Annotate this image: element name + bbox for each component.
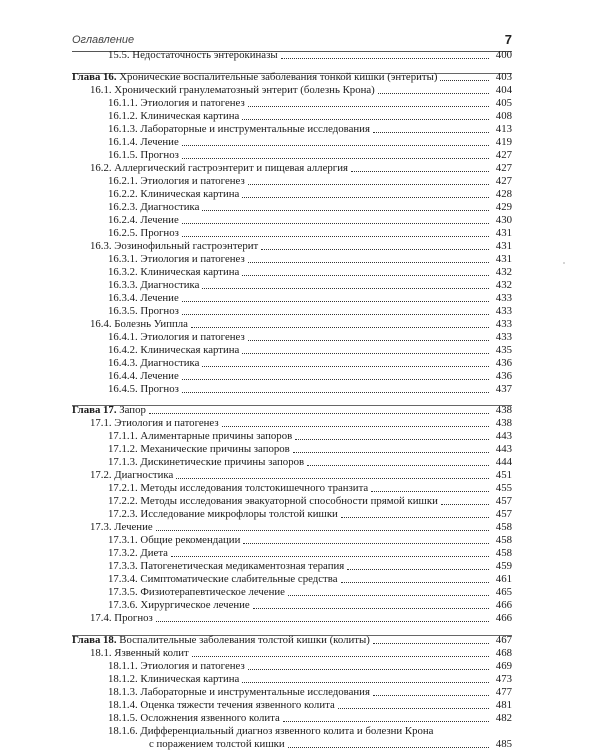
dot-leader [242, 353, 489, 354]
entry-title: 16.1.3. Лабораторные и инструментальные исследования [108, 123, 370, 135]
dot-leader [182, 379, 489, 380]
dot-leader [295, 439, 489, 440]
toc-entry[interactable] [108, 188, 512, 201]
page-ref: 477 [495, 686, 512, 698]
toc-entry-label [108, 136, 179, 149]
toc-entry-label [108, 201, 199, 214]
page-ref: 433 [495, 331, 512, 343]
toc-entry-label [108, 482, 368, 495]
page-ref: 465 [495, 586, 512, 598]
page-ref: 468 [495, 647, 512, 659]
toc-entry[interactable] [108, 331, 512, 344]
page-ref: 444 [495, 456, 512, 468]
dot-leader [156, 530, 489, 531]
dot-leader [242, 197, 489, 198]
toc-entry[interactable] [90, 469, 512, 482]
page-ref: 433 [495, 305, 512, 317]
entry-title: 18.1.2. Клиническая картина [108, 673, 240, 685]
entry-title: 18.1.6. Дифференциальный диагноз язвенного колита и болезни Крона [108, 725, 434, 737]
toc-entry-label [108, 725, 433, 738]
toc-entry[interactable] [90, 612, 512, 625]
toc-entry[interactable] [108, 227, 512, 240]
page-ref: 455 [495, 482, 512, 494]
chapter-number: Глава 17. [72, 404, 117, 416]
entry-title: 17.3.4. Симптоматические слабительные средства [108, 573, 338, 585]
page-ref: 428 [495, 188, 512, 200]
toc-chapter-entry[interactable] [72, 404, 512, 417]
page-ref: 469 [495, 660, 512, 672]
page-ref: 433 [495, 292, 512, 304]
page-ref: 408 [495, 110, 512, 122]
dot-leader [288, 595, 489, 596]
toc-entry-label [72, 71, 437, 84]
dot-leader [347, 569, 489, 570]
dot-leader [192, 656, 489, 657]
toc-entry[interactable] [108, 573, 512, 586]
toc-entry[interactable] [90, 647, 512, 660]
page-ref: 458 [495, 547, 512, 559]
dot-leader [373, 695, 489, 696]
page-ref: 467 [495, 634, 512, 646]
entry-title: 17.3.5. Физиотерапевтическое лечение [108, 586, 285, 598]
dot-leader [182, 236, 489, 237]
toc-entry-label [108, 430, 292, 443]
page-ref: 485 [495, 738, 512, 750]
dot-leader [202, 210, 489, 211]
dot-leader [373, 643, 489, 644]
toc-entry-label [108, 175, 245, 188]
toc-entry[interactable] [108, 456, 512, 469]
chapter-number: Глава 18. [72, 634, 117, 646]
dot-leader [371, 491, 489, 492]
entry-title: 16.2.5. Прогноз [108, 227, 179, 239]
dot-leader [156, 621, 489, 622]
toc-entry[interactable] [108, 586, 512, 599]
toc-entry[interactable] [108, 712, 512, 725]
entry-title: 18.1.1. Этиология и патогенез [108, 660, 245, 672]
toc-entry[interactable] [108, 508, 512, 521]
page-ref: 459 [495, 560, 512, 572]
toc-entry[interactable] [90, 318, 512, 331]
entry-title: 17.2. Диагностика [90, 469, 174, 481]
toc-entry-label [108, 699, 335, 712]
toc-entry-label [108, 253, 245, 266]
dot-leader [281, 58, 489, 59]
entry-title: Хронические воспалительные заболевания тонкой кишки (энтериты) [119, 71, 438, 83]
dot-leader [248, 262, 489, 263]
dot-leader [182, 145, 489, 146]
page-ref: 427 [495, 149, 512, 161]
toc-entry-label [108, 357, 199, 370]
toc-entry[interactable] [108, 482, 512, 495]
dot-leader [171, 556, 489, 557]
toc-entry[interactable] [108, 725, 433, 738]
dot-leader [283, 721, 489, 722]
toc-entry[interactable] [108, 49, 512, 62]
toc-entry-label [90, 162, 348, 175]
toc-entry-label [108, 660, 245, 673]
entry-title: 16.3.4. Лечение [108, 292, 179, 304]
toc-entry[interactable] [90, 417, 512, 430]
page-ref: 458 [495, 534, 512, 546]
chapter-number: Глава 16. [72, 71, 117, 83]
dot-leader [191, 327, 489, 328]
toc-entry[interactable] [90, 84, 512, 97]
section-title: Оглавление [72, 34, 135, 46]
toc-entry[interactable] [108, 560, 512, 573]
page-ref: 461 [495, 573, 512, 585]
dot-leader [243, 543, 489, 544]
dot-leader [248, 340, 489, 341]
dot-leader [441, 504, 489, 505]
entry-title: 16.3.3. Диагностика [108, 279, 200, 291]
dot-leader [202, 366, 489, 367]
toc-entry-label [108, 573, 338, 586]
entry-title: 16.1. Хронический гранулематозный энтерит (болезнь Крона) [90, 84, 375, 96]
dot-leader [288, 747, 489, 748]
toc-entry-label [108, 279, 199, 292]
toc-entry-label [90, 84, 375, 97]
entry-title: 16.4.2. Клиническая картина [108, 344, 240, 356]
toc-entry-label [108, 227, 179, 240]
toc-entry[interactable] [108, 443, 512, 456]
toc-entry[interactable] [108, 123, 512, 136]
page-ref: 432 [495, 266, 512, 278]
entry-title: 16.1.1. Этиология и патогенез [108, 97, 245, 109]
toc-entry-label [108, 586, 285, 599]
toc-entry-label [108, 443, 290, 456]
entry-title: 17.3.2. Диета [108, 547, 168, 559]
toc-entry[interactable] [108, 699, 512, 712]
toc-entry-label [108, 547, 168, 560]
page-ref: 443 [495, 443, 512, 455]
page-ref: 404 [495, 84, 512, 96]
toc-entry-label [108, 266, 239, 279]
toc-entry-label [108, 110, 239, 123]
toc-entry-label [108, 214, 179, 227]
toc-entry-label [108, 344, 239, 357]
toc-entry-label [108, 456, 304, 469]
page-ref: 403 [495, 71, 512, 83]
toc-entry-label [90, 469, 173, 482]
toc-entry[interactable] [108, 673, 512, 686]
toc-entry[interactable] [108, 547, 512, 560]
toc-entry-label [108, 686, 370, 699]
toc-entry-label [108, 331, 245, 344]
dot-leader [149, 413, 489, 414]
toc-entry[interactable] [108, 136, 512, 149]
toc-entry[interactable] [108, 599, 512, 612]
toc-entry[interactable] [108, 214, 512, 227]
dot-leader [378, 93, 489, 94]
entry-title: 17.1.1. Алиментарные причины запоров [108, 430, 293, 442]
dot-leader [176, 478, 489, 479]
toc-entry[interactable] [108, 175, 512, 188]
page-ref: 432 [495, 279, 512, 291]
entry-title: 17.1.2. Механические причины запоров [108, 443, 290, 455]
toc-entry[interactable] [108, 253, 512, 266]
page-ref: 427 [495, 162, 512, 174]
page-ref: 429 [495, 201, 512, 213]
entry-title: 15.5. Недостаточность энтерокиназы [108, 49, 278, 61]
dot-leader [338, 708, 489, 709]
page-ref: 427 [495, 175, 512, 187]
toc-entry[interactable] [90, 240, 512, 253]
page-number: 7 [504, 32, 512, 47]
page-ref: 437 [495, 383, 512, 395]
toc-entry-label [90, 647, 189, 660]
dot-leader [253, 608, 489, 609]
toc-entry-label [108, 599, 250, 612]
entry-title: 16.4.1. Этиология и патогенез [108, 331, 245, 343]
toc-entry-label [90, 417, 219, 430]
entry-title: 16.2. Аллергический гастроэнтерит и пищевая аллергия [90, 162, 348, 174]
toc-entry[interactable] [108, 305, 512, 318]
toc-chapter-entry[interactable] [72, 71, 512, 84]
dot-leader [182, 223, 489, 224]
entry-title: 16.4.3. Диагностика [108, 357, 200, 369]
toc-entry-label [108, 673, 239, 686]
toc-entry[interactable] [108, 534, 512, 547]
entry-title: 17.3.3. Патогенетическая медикаментозная терапия [108, 560, 345, 572]
page-ref: 436 [495, 357, 512, 369]
toc-entry[interactable] [108, 370, 512, 383]
toc-entry-label [108, 370, 179, 383]
dot-leader [341, 582, 490, 583]
page-ref: 458 [495, 521, 512, 533]
toc-entry[interactable] [108, 266, 512, 279]
page-ref: 405 [495, 97, 512, 109]
entry-title: 17.3.6. Хирургическое лечение [108, 599, 250, 611]
page-ref: 436 [495, 370, 512, 382]
page-ref: 433 [495, 318, 512, 330]
page-ref: 443 [495, 430, 512, 442]
page-ref: 466 [495, 612, 512, 624]
toc-entry[interactable] [108, 292, 512, 305]
entry-title: 16.2.3. Диагностика [108, 201, 200, 213]
toc-entry-label [72, 404, 146, 417]
toc-entry[interactable] [108, 495, 512, 508]
dot-leader [182, 392, 489, 393]
toc-entry-label [108, 149, 179, 162]
entry-title: 18.1.5. Осложнения язвенного колита [108, 712, 280, 724]
toc-entry-label [108, 97, 245, 110]
dot-leader [440, 80, 489, 81]
entry-title: 16.1.2. Клиническая картина [108, 110, 240, 122]
dot-leader [293, 452, 489, 453]
entry-title: Воспалительные заболевания толстой кишки (колиты) [119, 634, 370, 646]
toc-entry-label [108, 123, 370, 136]
dot-leader [341, 517, 489, 518]
page-ref: 473 [495, 673, 512, 685]
entry-title: 17.4. Прогноз [90, 612, 153, 624]
toc-chapter-entry[interactable] [72, 634, 512, 647]
dot-leader [307, 465, 489, 466]
entry-title: Запор [119, 404, 146, 416]
page-ref: 482 [495, 712, 512, 724]
entry-title: 17.3. Лечение [90, 521, 153, 533]
entry-title: 17.2.1. Методы исследования толстокишечного транзита [108, 482, 369, 494]
page-ref: 451 [495, 469, 512, 481]
toc-entry[interactable] [90, 162, 512, 175]
page-ref: 400 [495, 49, 512, 61]
dot-leader [242, 275, 489, 276]
toc-entry[interactable] [108, 201, 512, 214]
entry-title: 18.1.3. Лабораторные и инструментальные исследования [108, 686, 370, 698]
toc-entry-label [108, 560, 344, 573]
dot-leader [182, 314, 489, 315]
toc-entry[interactable] [108, 686, 512, 699]
page-ref: 438 [495, 404, 512, 416]
dot-leader [182, 158, 489, 159]
page-ref: 430 [495, 214, 512, 226]
page-ref: 431 [495, 227, 512, 239]
page-ref: 431 [495, 240, 512, 252]
entry-title: 16.1.4. Лечение [108, 136, 179, 148]
entry-title: 16.3.5. Прогноз [108, 305, 179, 317]
page-ref: 438 [495, 417, 512, 429]
toc-entry-label [108, 383, 179, 396]
page-ref: 466 [495, 599, 512, 611]
toc-entry-label [108, 534, 240, 547]
entry-title: 16.4. Болезнь Уиппла [90, 318, 188, 330]
toc-entry[interactable] [108, 357, 512, 370]
toc-entry-label [108, 508, 338, 521]
toc-entry[interactable] [108, 149, 512, 162]
page-ref: 431 [495, 253, 512, 265]
scan-speck [563, 262, 565, 264]
toc-entry[interactable] [108, 279, 512, 292]
page-ref: 419 [495, 136, 512, 148]
entry-title: 18.1. Язвенный колит [90, 647, 189, 659]
entry-title: 17.1. Этиология и патогенез [90, 417, 219, 429]
dot-leader [248, 184, 489, 185]
page-ref: 457 [495, 495, 512, 507]
dot-leader [248, 669, 489, 670]
toc-entry-label [72, 634, 370, 647]
entry-title: 16.3.2. Клиническая картина [108, 266, 240, 278]
dot-leader [351, 171, 489, 172]
dot-leader [222, 426, 489, 427]
dot-leader [373, 132, 489, 133]
entry-title: 16.3.1. Этиология и патогенез [108, 253, 245, 265]
toc-entry-label [90, 240, 258, 253]
toc-entry[interactable] [108, 344, 512, 357]
toc-entry-label [108, 495, 438, 508]
entry-title: 17.1.3. Дискинетические причины запоров [108, 456, 305, 468]
dot-leader [248, 106, 489, 107]
entry-title: 16.2.2. Клиническая картина [108, 188, 240, 200]
entry-title: 16.4.4. Лечение [108, 370, 179, 382]
page-ref: 457 [495, 508, 512, 520]
toc-entry[interactable] [108, 97, 512, 110]
toc-entry-label [108, 292, 179, 305]
entry-title: 16.2.1. Этиология и патогенез [108, 175, 245, 187]
page-ref: 413 [495, 123, 512, 135]
page-ref: 435 [495, 344, 512, 356]
toc-entry-label [90, 612, 153, 625]
toc-entry-label [108, 49, 278, 62]
toc-entry[interactable] [108, 430, 512, 443]
dot-leader [242, 682, 489, 683]
dot-leader [182, 301, 489, 302]
entry-title: 16.1.5. Прогноз [108, 149, 179, 161]
toc-entry[interactable] [108, 383, 512, 396]
entry-title-continuation: с поражением толстой кишки [149, 738, 285, 750]
entry-title: 16.3. Эозинофильный гастроэнтерит [90, 240, 259, 252]
toc-entry-label [108, 712, 280, 725]
toc-entry-label [108, 305, 179, 318]
entry-title: 17.3.1. Общие рекомендации [108, 534, 241, 546]
page-ref: 481 [495, 699, 512, 711]
toc-entry-label [108, 188, 239, 201]
toc-entry-label [90, 318, 188, 331]
toc-entry[interactable] [108, 110, 512, 123]
dot-leader [261, 249, 489, 250]
toc-entry-continuation[interactable] [149, 738, 512, 751]
entry-title: 18.1.4. Оценка тяжести течения язвенного колита [108, 699, 335, 711]
toc-entry[interactable] [90, 521, 512, 534]
toc-entry[interactable] [108, 660, 512, 673]
entry-title: 17.2.2. Методы исследования эвакуаторной способности прямой кишки [108, 495, 438, 507]
dot-leader [242, 119, 489, 120]
toc-entry-label [90, 521, 153, 534]
dot-leader [202, 288, 489, 289]
entry-title: 16.2.4. Лечение [108, 214, 179, 226]
entry-title: 17.2.3. Исследование микрофлоры толстой кишки [108, 508, 338, 520]
entry-title: 16.4.5. Прогноз [108, 383, 179, 395]
